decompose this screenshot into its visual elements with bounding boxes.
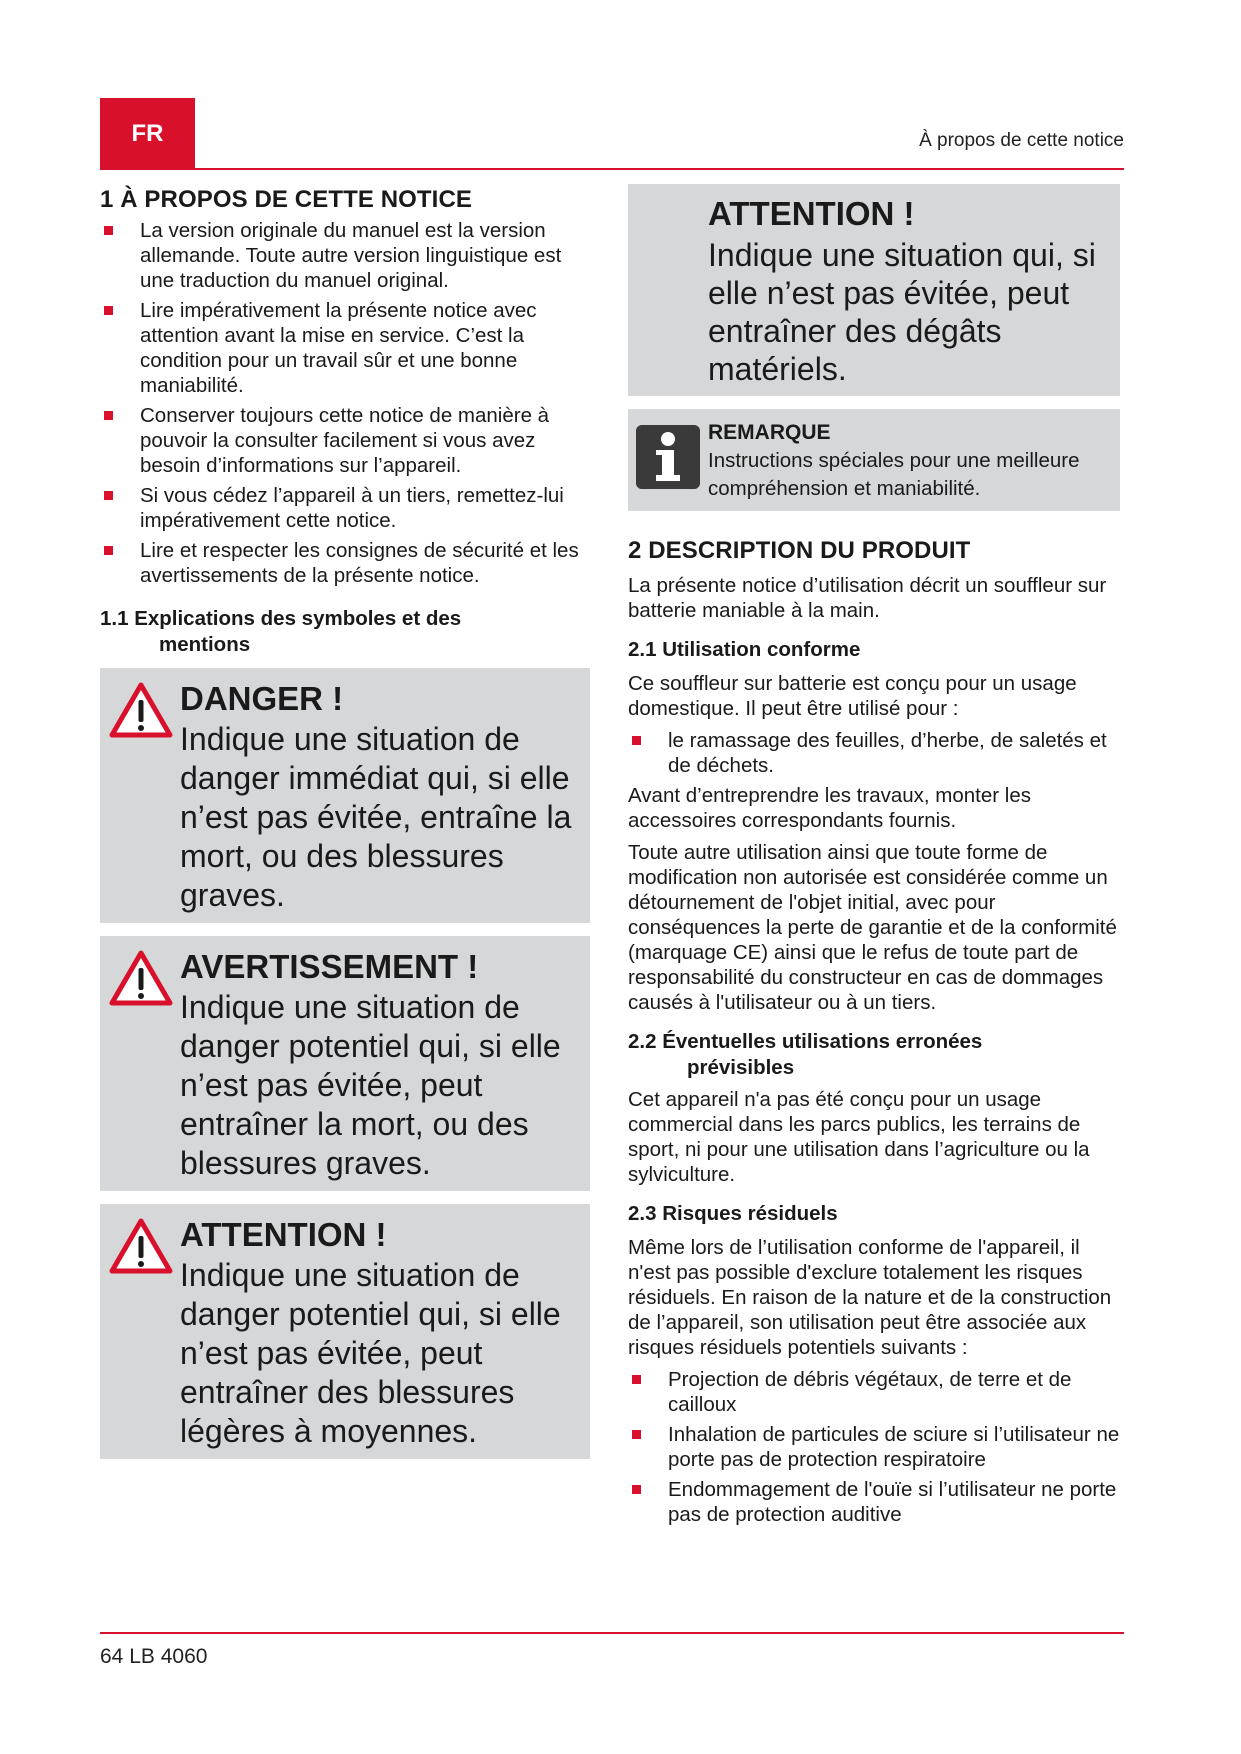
subsection-2-2-title	[628, 1029, 1120, 1081]
bullet-text: Inhalation de particules de sciure si l’utilisateur ne porte pas de protection respiratoire	[668, 1423, 1120, 1471]
section-1-title: 1 À PROPOS DE CETTE NOTICE	[100, 186, 472, 213]
subsection-1-1-title	[100, 606, 590, 658]
list-item	[100, 403, 590, 478]
subsection-2-1-text-3: Toute autre utilisation ainsi que toute forme de modification non autorisée est considérée comme un détournement de l'objet initial, avec pour conséquences la perte de garantie et de la conformité (marquage CE) ainsi que le refus de toute part de responsabilité du constructeur en cas de dommages causés à l'utilisateur ou à un tiers.	[628, 841, 1117, 1014]
bullet-text: Endommagement de l'ouïe si l’utilisateur ne porte pas de protection auditive	[668, 1478, 1117, 1526]
bullet-text: Lire impérativement la présente notice avec attention avant la mise en service. C’est la condition pour un travail sûr et une bonne maniabilité.	[140, 299, 537, 397]
remarque-title: REMARQUE	[708, 421, 831, 444]
subsection-2-1-bullets	[628, 728, 1120, 778]
footer-rule	[100, 1632, 1124, 1634]
section-1-bullets	[100, 218, 590, 588]
attention-material-text: Indique une situation qui, si elle n’est pas évitée, peut entraîner des dégâts matériels.	[708, 237, 1096, 387]
subsection-2-2-text: Cet appareil n'a pas été conçu pour un usage commercial dans les parcs publics, les terrains de sport, ni pour une utilisation dans l’agriculture ou la sylviculture.	[628, 1088, 1090, 1186]
subsection-2-3-bullets	[628, 1367, 1120, 1527]
header-rule	[100, 168, 1124, 170]
list-item	[100, 298, 590, 398]
subsection-1-1-title-line1: 1.1 Explications des symboles et des	[100, 607, 462, 630]
bullet-square-icon	[104, 546, 113, 555]
info-icon	[636, 425, 700, 489]
subsection-2-2-title-line2: prévisibles	[687, 1056, 795, 1079]
attention-text: Indique une situation de danger potentiel qui, si elle n’est pas évitée, peut entraîner des blessures légères à moyennes.	[180, 1257, 561, 1449]
header-title: À propos de cette notice	[919, 130, 1124, 151]
danger-text: Indique une situation de danger immédiat qui, si elle n’est pas évitée, entraîne la mort, ou des blessures graves.	[180, 721, 572, 913]
left-column	[100, 186, 590, 1472]
list-item	[628, 1367, 1120, 1417]
list-item	[628, 1422, 1120, 1472]
bullet-text: La version originale du manuel est la version allemande. Toute autre version linguistique est une traduction du manuel original.	[140, 219, 562, 292]
avertissement-box	[100, 936, 590, 1191]
remarque-box	[628, 409, 1120, 511]
subsection-2-2-title-line1: 2.2 Éventuelles utilisations erronées	[628, 1030, 983, 1053]
subsection-2-3-text: Même lors de l’utilisation conforme de l'appareil, il n'est pas possible d'exclure totalement les risques résiduels. En raison de la nature et de la construction de l’appareil, son utilisation peut être associée aux risques résiduels potentiels suivants :	[628, 1236, 1112, 1359]
section-2-title: 2 DESCRIPTION DU PRODUIT	[628, 537, 971, 564]
language-badge: FR	[100, 98, 195, 170]
bullet-square-icon	[104, 491, 113, 500]
list-item	[628, 728, 1120, 778]
bullet-square-icon	[104, 226, 113, 235]
bullet-square-icon	[104, 411, 113, 420]
danger-title: DANGER !	[180, 680, 344, 717]
list-item	[628, 1477, 1120, 1527]
bullet-square-icon	[104, 306, 113, 315]
avertissement-text: Indique une situation de danger potentiel qui, si elle n’est pas évitée, peut entraîner la mort, ou des blessures graves.	[180, 989, 561, 1181]
bullet-text: Si vous cédez l’appareil à un tiers, remettez-lui impérativement cette notice.	[140, 484, 564, 532]
bullet-text: Projection de débris végétaux, de terre et de cailloux	[668, 1368, 1072, 1416]
list-item	[100, 483, 590, 533]
danger-box	[100, 668, 590, 923]
warning-triangle-icon	[108, 680, 174, 740]
attention-material-title: ATTENTION !	[708, 195, 915, 232]
attention-material-box	[628, 184, 1120, 396]
attention-box	[100, 1204, 590, 1459]
warning-triangle-icon	[108, 1216, 174, 1276]
bullet-text: Conserver toujours cette notice de manière à pouvoir la consulter facilement si vous avez besoin d’informations sur l’appareil.	[140, 404, 550, 477]
right-column	[628, 184, 1120, 1532]
avertissement-title: AVERTISSEMENT !	[180, 948, 479, 985]
bullet-text: Lire et respecter les consignes de sécurité et les avertissements de la présente notice.	[140, 539, 579, 587]
page-footer: 64 LB 4060	[100, 1645, 208, 1668]
attention-title: ATTENTION !	[180, 1216, 387, 1253]
subsection-2-1-title: 2.1 Utilisation conforme	[628, 638, 861, 661]
subsection-2-3-title: 2.3 Risques résiduels	[628, 1202, 838, 1225]
bullet-text: le ramassage des feuilles, d’herbe, de saletés et de déchets.	[668, 729, 1107, 777]
section-2-text: La présente notice d’utilisation décrit un souffleur sur batterie maniable à la main.	[628, 574, 1107, 622]
subsection-2-1-text: Ce souffleur sur batterie est conçu pour un usage domestique. Il peut être utilisé pour :	[628, 672, 1077, 720]
bullet-square-icon	[632, 1485, 641, 1494]
bullet-square-icon	[632, 1430, 641, 1439]
list-item	[100, 218, 590, 293]
remarque-text: Instructions spéciales pour une meilleure compréhension et maniabilité.	[708, 449, 1080, 500]
list-item	[100, 538, 590, 588]
bullet-square-icon	[632, 1375, 641, 1384]
subsection-1-1-title-line2: mentions	[159, 633, 251, 656]
subsection-2-1-text-2: Avant d’entreprendre les travaux, monter les accessoires correspondants fournis.	[628, 784, 1032, 832]
warning-triangle-icon	[108, 948, 174, 1008]
bullet-square-icon	[632, 736, 641, 745]
